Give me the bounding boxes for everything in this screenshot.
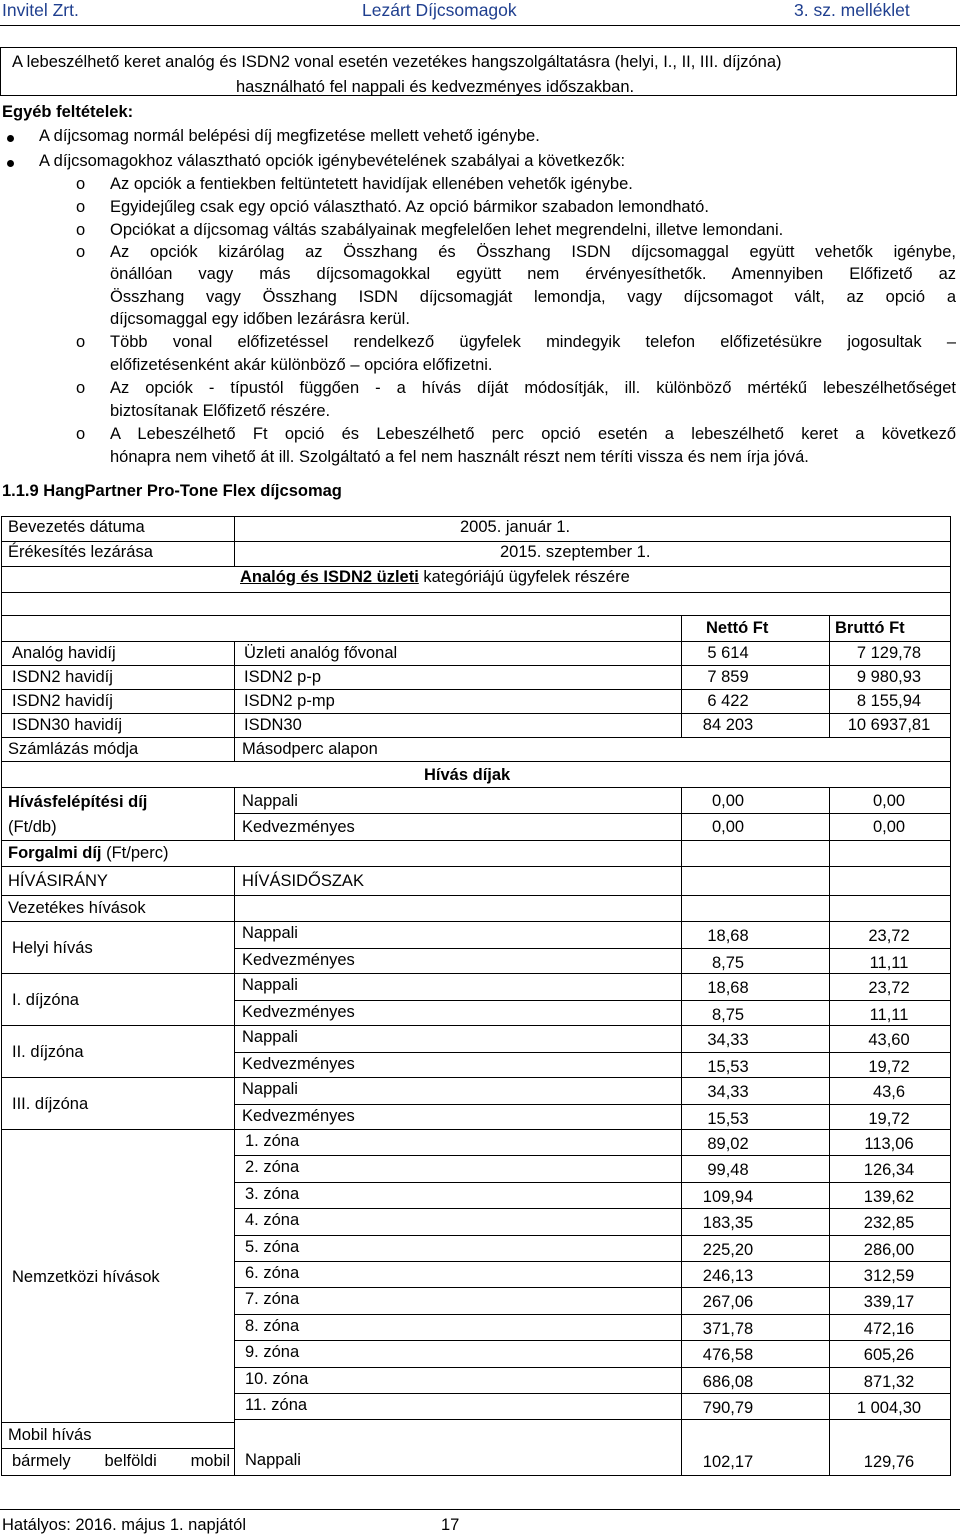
traffic-fee-label-bold: Forgalmi díj (8, 844, 102, 862)
table-rule (829, 665, 830, 690)
mobile-gross: 129,76 (863, 1453, 915, 1471)
table-rule (1, 787, 951, 788)
table-rule (234, 1077, 951, 1078)
international-zone: 10. zóna (245, 1369, 309, 1388)
traffic-fee-unit: (Ft/perc) (101, 844, 169, 862)
international-zone: 11. zóna (245, 1396, 308, 1414)
setup-fee-unit: (Ft/db) (8, 818, 57, 836)
international-zone: 6. zóna (245, 1264, 300, 1282)
table-rule (234, 1393, 951, 1394)
sub-item-5-line-1: Több vonal előfizetéssel rendelkező ügyfelek mindegyik telefon előfizetésükre jogosultak – (110, 333, 956, 351)
table-rule (681, 787, 682, 1476)
international-gross: 126,34 (863, 1161, 915, 1180)
table-rule (1, 541, 951, 542)
note-line-2: használható fel nappali és kedvezményes időszakban. (236, 78, 635, 96)
footer-effective-date: Hatályos: 2016. május 1. napjától (2, 1516, 246, 1534)
footer-page-number: 17 (441, 1516, 460, 1534)
table-rule (234, 1155, 951, 1156)
monthly-fee-label: ISDN30 havidíj (12, 716, 123, 734)
bullet-1-text: A díjcsomag normál belépési díj megfizetése mellett vehető igénybe. (39, 127, 540, 145)
table-rule (234, 813, 951, 814)
setup-fee-gross: 0,00 (872, 818, 906, 836)
zone-label: I. díjzóna (12, 991, 79, 1009)
zone-gross: 43,60 (868, 1031, 910, 1049)
table-rule (1, 1422, 235, 1423)
other-conditions-title: Egyéb feltételek: (2, 103, 134, 121)
mobile-calls-label: Mobil hívás (8, 1426, 92, 1444)
table-rule (234, 1261, 951, 1262)
fixed-calls-heading: Vezetékes hívások (8, 899, 146, 917)
table-rule (1, 592, 951, 593)
header-company: Invitel Zrt. (2, 0, 79, 20)
table-rule (234, 1129, 951, 1130)
header-rule (0, 25, 960, 26)
zone-period: Nappali (242, 924, 298, 942)
monthly-fee-gross: 10 6937,81 (847, 716, 931, 734)
monthly-fee-gross: 7 129,78 (856, 644, 922, 662)
table-rule (1, 1475, 951, 1476)
table-rule (234, 641, 235, 666)
monthly-fee-gross: 9 980,93 (856, 668, 922, 686)
table-rule (234, 1340, 951, 1341)
table-rule (1, 737, 951, 738)
international-zone: 9. zóna (245, 1343, 300, 1362)
international-gross: 871,32 (863, 1372, 915, 1391)
table-rule (681, 641, 682, 666)
international-net: 371,78 (702, 1319, 754, 1338)
table-rule (234, 1208, 951, 1209)
sub-marker: o (76, 221, 86, 239)
monthly-fee-item: ISDN30 (244, 716, 302, 734)
table-rule (829, 641, 830, 666)
table-rule (234, 1314, 951, 1315)
monthly-fee-item: Üzleti analóg fővonal (244, 644, 398, 662)
mobile-sub-label: bármely belföldi mobil (12, 1452, 230, 1470)
footer-rule (0, 1509, 960, 1510)
monthly-fee-item: ISDN2 p-mp (244, 692, 335, 710)
table-rule (234, 1025, 951, 1026)
table-rule (234, 948, 951, 949)
table-rule (681, 713, 682, 738)
table-rule (829, 787, 830, 1476)
table-rule (1, 689, 951, 690)
international-gross: 312,59 (863, 1267, 915, 1285)
zone-gross: 19,72 (868, 1058, 910, 1076)
monthly-fee-label: ISDN2 havidíj (12, 692, 113, 710)
table-rule (1, 761, 951, 762)
sub-marker: o (76, 243, 86, 261)
table-rule (1, 615, 951, 616)
zone-period: Nappali (242, 976, 298, 994)
sub-item-7-line-1: A Lebeszélhető Ft opció és Lebeszélhető perc opció esetén a lebeszélhető keret a következő (110, 425, 956, 443)
table-rule (1, 641, 951, 642)
international-gross: 472,16 (863, 1319, 915, 1338)
sub-item-2: Egyidejűleg csak egy opció választható. Az opció bármikor szabadon lemondható. (110, 198, 709, 216)
table-rule (1, 516, 2, 1476)
table-rule (234, 1287, 951, 1288)
zone-label: Helyi hívás (12, 939, 93, 957)
zone-gross: 19,72 (868, 1110, 910, 1128)
sub-item-1: Az opciók a fentiekben feltüntetett havidíjak ellenében vehetők igénybe. (110, 175, 633, 193)
table-rule (681, 615, 682, 642)
intro-date-value: 2005. január 1. (460, 518, 571, 536)
monthly-fee-net: 7 859 (707, 668, 749, 686)
international-calls-label: Nemzetközi hívások (12, 1268, 160, 1286)
table-rule (950, 516, 951, 1476)
zone-net: 8,75 (711, 954, 745, 972)
table-rule (829, 615, 830, 642)
sub-item-4-line-3: Összhang vagy Összhang ISDN díjcsomagját lemondja, vagy díjcsomagot vált, az opció a (110, 288, 956, 306)
table-rule (234, 665, 235, 690)
international-net: 686,08 (702, 1372, 754, 1391)
zone-net: 8,75 (711, 1006, 745, 1024)
international-net: 99,48 (707, 1161, 749, 1180)
sub-item-4-line-1: Az opciók kizárólag az Összhang és Összhang ISDN díjcsomaggal együtt vehetők igénybe, (110, 243, 956, 261)
table-rule (1, 665, 951, 666)
monthly-fee-item: ISDN2 p-p (244, 668, 322, 686)
table-rule (1, 840, 951, 841)
setup-fee-period: Nappali (242, 792, 298, 810)
table-rule (681, 665, 682, 690)
col-header-net: Nettó Ft (706, 619, 769, 637)
table-rule (234, 689, 235, 714)
zone-net: 15,53 (707, 1110, 749, 1128)
setup-fee-gross: 0,00 (872, 792, 906, 810)
section-title: 1.1.9 HangPartner Pro-Tone Flex díjcsomag (2, 482, 342, 500)
table-rule (1, 1448, 235, 1449)
zone-label: III. díjzóna (12, 1095, 89, 1113)
sub-item-5-line-2: előfizetésenként akár különböző – opcióra előfizetni. (110, 356, 493, 374)
zone-gross: 23,72 (868, 979, 910, 997)
table-rule (234, 1104, 951, 1105)
billing-label: Számlázás módja (8, 740, 139, 758)
international-zone: 8. zóna (245, 1316, 300, 1335)
table-rule (1, 713, 951, 714)
mobile-period: Nappali (245, 1451, 301, 1469)
period-heading: HÍVÁSIDŐSZAK (242, 872, 364, 890)
target-customers-rest: kategóriájú ügyfelek részére (418, 568, 630, 586)
table-rule (1, 866, 951, 867)
table-rule (1, 973, 235, 974)
target-customers-bold: Analóg és ISDN2 üzleti (240, 568, 419, 586)
international-gross: 286,00 (863, 1240, 915, 1259)
intro-date-label: Bevezetés dátuma (8, 518, 145, 536)
zone-gross: 43,6 (872, 1083, 906, 1101)
international-zone: 5. zóna (245, 1237, 300, 1256)
close-date-value: 2015. szeptember 1. (500, 543, 651, 561)
zone-net: 18,68 (707, 927, 749, 945)
international-gross: 232,85 (863, 1214, 915, 1233)
bullet-2-text: A díjcsomagokhoz választható opciók igénybevételének szabályai a következők: (39, 152, 626, 170)
international-net: 246,13 (702, 1267, 754, 1285)
zone-period: Kedvezményes (242, 951, 355, 969)
international-gross: 113,06 (864, 1135, 914, 1153)
zone-period: Kedvezményes (242, 1055, 355, 1073)
international-zone: 3. zóna (245, 1184, 300, 1203)
table-rule (1, 566, 951, 567)
international-net: 476,58 (702, 1346, 754, 1365)
monthly-fee-label: ISDN2 havidíj (12, 668, 113, 686)
zone-label: II. díjzóna (12, 1043, 84, 1061)
zone-net: 34,33 (707, 1083, 749, 1101)
table-rule (234, 866, 235, 1476)
monthly-fee-net: 6 422 (707, 692, 749, 710)
monthly-fee-gross: 8 155,94 (856, 692, 922, 710)
target-customers (240, 568, 630, 587)
monthly-fee-label: Analóg havidíj (12, 644, 116, 662)
international-net: 225,20 (702, 1240, 754, 1259)
sub-marker: o (76, 198, 86, 216)
table-rule (234, 1052, 951, 1053)
setup-fee-net: 0,00 (711, 818, 745, 836)
international-zone: 4. zóna (245, 1211, 300, 1230)
billing-value: Másodperc alapon (242, 740, 378, 758)
header-title: Lezárt Díjcsomagok (362, 0, 517, 20)
direction-heading: HÍVÁSIRÁNY (8, 872, 108, 890)
table-rule (1, 1025, 235, 1026)
page-header (0, 0, 960, 22)
monthly-fee-net: 84 203 (702, 716, 754, 734)
sub-item-4-line-2: önállóan vagy más díjcsomagokkal együtt nem érvényesíthetők. Amennyiben Előfizető az (110, 265, 956, 283)
international-gross: 1 004,30 (856, 1399, 922, 1417)
sub-item-4-line-4: díjcsomaggal egy időben lezárásra kerül. (110, 310, 410, 328)
col-header-gross: Bruttó Ft (835, 619, 905, 637)
international-net: 89,02 (707, 1135, 749, 1153)
zone-gross: 11,11 (869, 954, 909, 972)
table-rule (829, 713, 830, 738)
international-zone: 2. zóna (245, 1158, 300, 1177)
header-appendix: 3. sz. melléklet (794, 0, 910, 20)
international-gross: 605,26 (863, 1346, 915, 1365)
zone-gross: 23,72 (868, 927, 910, 945)
sub-marker: o (76, 425, 86, 443)
zone-gross: 11,11 (869, 1006, 909, 1024)
sub-item-6-line-2: biztosítanak Előfizető részére. (110, 402, 331, 420)
international-zone: 7. zóna (245, 1290, 300, 1309)
table-rule (1, 895, 951, 896)
zone-net: 34,33 (707, 1031, 749, 1049)
bullet-dot (7, 160, 14, 167)
setup-fee-label: Hívásfelépítési díj (8, 793, 148, 811)
table-rule (234, 1419, 951, 1420)
zone-period: Kedvezményes (242, 1003, 355, 1021)
international-net: 267,06 (702, 1293, 754, 1312)
bullet-dot (7, 135, 14, 142)
mobile-net: 102,17 (702, 1453, 754, 1471)
setup-fee-net: 0,00 (711, 792, 745, 810)
zone-period: Kedvezményes (242, 1107, 355, 1125)
sub-item-6-line-1: Az opciók - típustól függően - a hívás díját módosítják, ill. különböző mértékű lebeszélhetőséget (110, 379, 956, 397)
table-rule (1, 1077, 235, 1078)
table-rule (1, 1129, 235, 1130)
zone-net: 18,68 (707, 979, 749, 997)
sub-marker: o (76, 333, 86, 351)
call-fees-heading: Hívás díjak (424, 766, 511, 784)
sub-marker: o (76, 379, 86, 397)
sub-item-3: Opciókat a díjcsomag váltás szabályainak megfelelően lehet megrendelni, illetve lemondani. (110, 221, 784, 239)
sub-item-7-line-2: hónapra nem vihető át ill. Szolgáltató a fel nem használt részt nem téríti vissza és nem írja jóvá. (110, 448, 809, 466)
international-net: 790,79 (702, 1399, 754, 1417)
table-rule (234, 787, 235, 841)
table-rule (681, 689, 682, 714)
setup-fee-period: Kedvezményes (242, 818, 355, 836)
international-zone: 1. zóna (245, 1132, 300, 1150)
international-gross: 339,17 (863, 1293, 915, 1312)
table-rule (234, 737, 235, 762)
zone-period: Nappali (242, 1080, 298, 1098)
table-rule (234, 1235, 951, 1236)
international-gross: 139,62 (863, 1187, 915, 1206)
table-rule (234, 1182, 951, 1183)
international-net: 183,35 (702, 1214, 754, 1233)
zone-net: 15,53 (707, 1058, 749, 1076)
zone-period: Nappali (242, 1028, 298, 1046)
close-date-label: Érékesítés lezárása (8, 543, 153, 561)
traffic-fee-label (8, 844, 168, 863)
table-rule (234, 973, 951, 974)
table-rule (234, 1000, 951, 1001)
table-rule (234, 713, 235, 738)
table-rule (234, 1367, 951, 1368)
table-rule (1, 516, 951, 517)
international-net: 109,94 (702, 1187, 754, 1206)
monthly-fee-net: 5 614 (707, 644, 749, 662)
sub-marker: o (76, 175, 86, 193)
table-rule (1, 921, 951, 922)
table-rule (829, 689, 830, 714)
note-line-1: A lebeszélhető keret analóg és ISDN2 vonal esetén vezetékes hangszolgáltatásra (helyi, I., II, III. díjzóna) (12, 53, 782, 71)
